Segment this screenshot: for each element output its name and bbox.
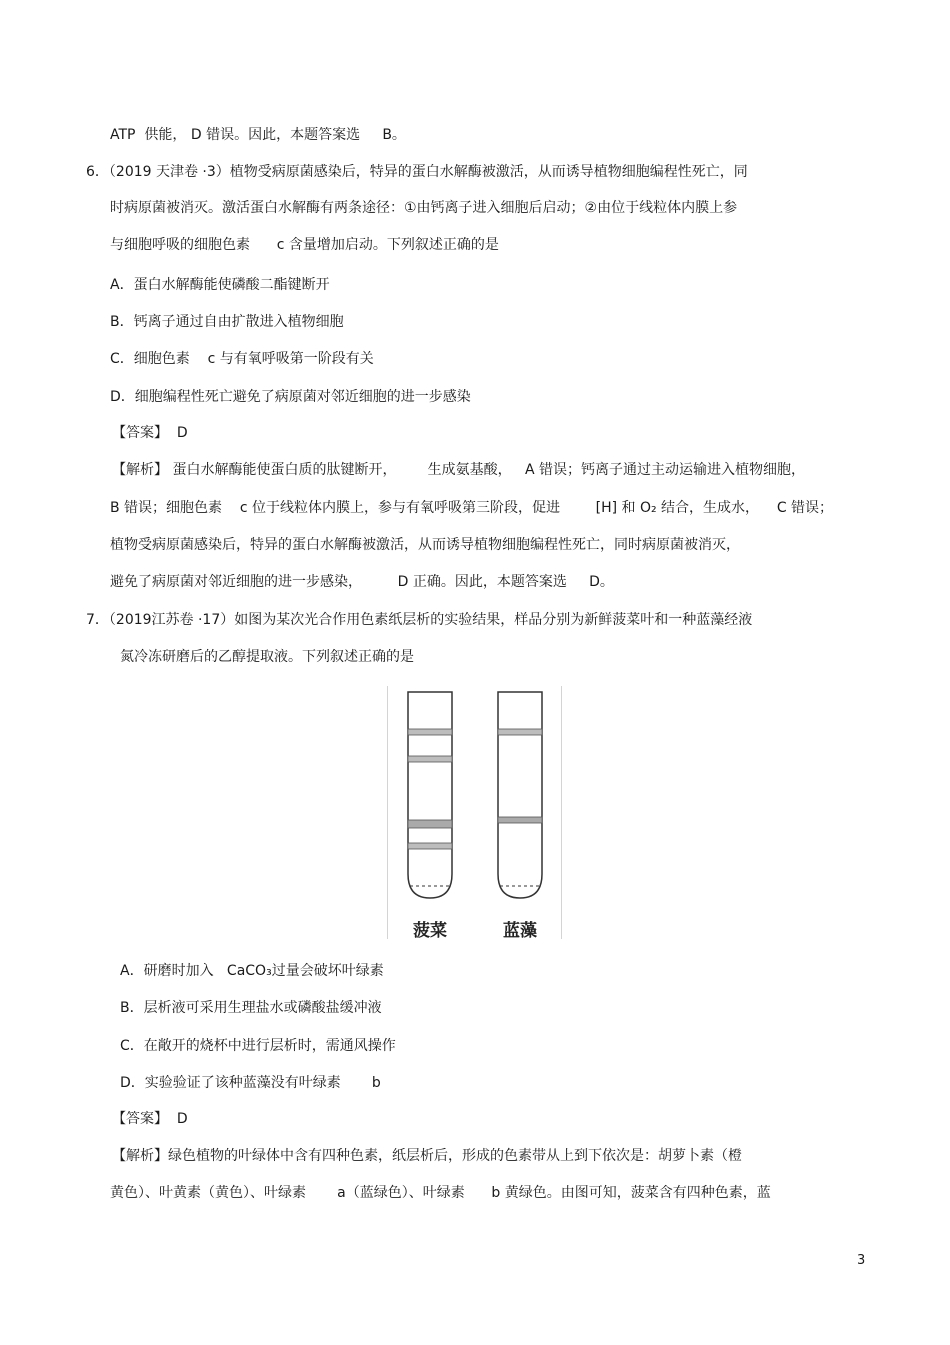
question-7-explanation-1: 【解析】绿色植物的叶绿体中含有四种色素，纸层析后，形成的色素带从上到下依次是：胡萝卜素（橙 — [112, 1148, 742, 1164]
question-6-stem-line-3: 与细胞呼吸的细胞色素 c 含量增加启动。下列叙述正确的是 — [110, 237, 499, 253]
question-6-stem: 6．（2019 天津卷 ·3）植物受病原菌感染后，特异的蛋白水解酶被激活，从而诱导植物细胞编程性死亡，同 — [86, 164, 748, 180]
question-7-answer: 【答案】 D — [112, 1111, 188, 1127]
question-7-explanation-2: 黄色）、叶黄素（黄色）、叶绿素 a（蓝绿色）、叶绿素 b 黄绿色。由图可知，菠菜含有四种色素，蓝 — [110, 1185, 771, 1201]
cyanobacteria-label: 蓝藻 — [503, 921, 537, 941]
text-line: ATP 供能， D 错误。因此，本题答案选 B。 — [110, 127, 406, 143]
question-6-explanation-4: 避免了病原菌对邻近细胞的进一步感染， D 正确。因此，本题答案选 D。 — [110, 574, 614, 590]
question-6-explanation-2: B 错误；细胞色素 c 位于线粒体内膜上，参与有氧呼吸第三阶段，促进 [H] 和 O₂ 结合，生成水， C 错误； — [110, 500, 834, 516]
question-7-stem-line-2: 氮冷冻研磨后的乙醇提取液。下列叙述正确的是 — [120, 649, 414, 665]
pigment-band — [408, 756, 452, 762]
question-7-option-a: A．研磨时加入 CaCO₃过量会破坏叶绿素 — [120, 963, 384, 979]
question-7-option-c: C．在敞开的烧杯中进行层析时，需通风操作 — [120, 1038, 396, 1054]
question-6-answer: 【答案】 D — [112, 425, 188, 441]
pigment-band — [408, 729, 452, 735]
page-number: 3 — [857, 1253, 866, 1268]
question-6-stem-line-2: 时病原菌被消灭。激活蛋白水解酶有两条途径：①由钙离子进入细胞后启动；②由位于线粒体内膜上参 — [110, 200, 738, 216]
question-6-option-d: D．细胞编程性死亡避免了病原菌对邻近细胞的进一步感染 — [110, 389, 471, 405]
chromatography-figure — [387, 686, 562, 939]
pigment-band — [498, 817, 542, 823]
question-6-explanation-1: 【解析】 蛋白水解酶能使蛋白质的肽键断开， 生成氨基酸， A 错误；钙离子通过主动运输进入植物细胞， — [112, 462, 805, 478]
spinach-label: 菠菜 — [413, 921, 447, 941]
pigment-band — [408, 843, 452, 849]
question-7-option-d: D．实验验证了该种蓝藻没有叶绿素 b — [120, 1075, 381, 1091]
spinach-tube — [408, 692, 452, 898]
question-7-option-b: B．层析液可采用生理盐水或磷酸盐缓冲液 — [120, 1000, 382, 1016]
question-6-option-b: B．钙离子通过自由扩散进入植物细胞 — [110, 314, 344, 330]
pigment-band — [498, 729, 542, 735]
question-6-option-a: A．蛋白水解酶能使磷酸二酯键断开 — [110, 277, 330, 293]
chromatography-diagram — [388, 686, 561, 939]
cyanobacteria-tube — [498, 692, 542, 898]
question-7-stem: 7．（2019江苏卷 ·17）如图为某次光合作用色素纸层析的实验结果，样品分别为新鲜菠菜叶和一种蓝藻经液 — [86, 612, 753, 628]
question-6-option-c: C．细胞色素 c 与有氧呼吸第一阶段有关 — [110, 351, 374, 367]
pigment-band — [408, 820, 452, 828]
question-6-explanation-3: 植物受病原菌感染后，特异的蛋白水解酶被激活，从而诱导植物细胞编程性死亡，同时病原菌被消灭， — [110, 537, 740, 553]
